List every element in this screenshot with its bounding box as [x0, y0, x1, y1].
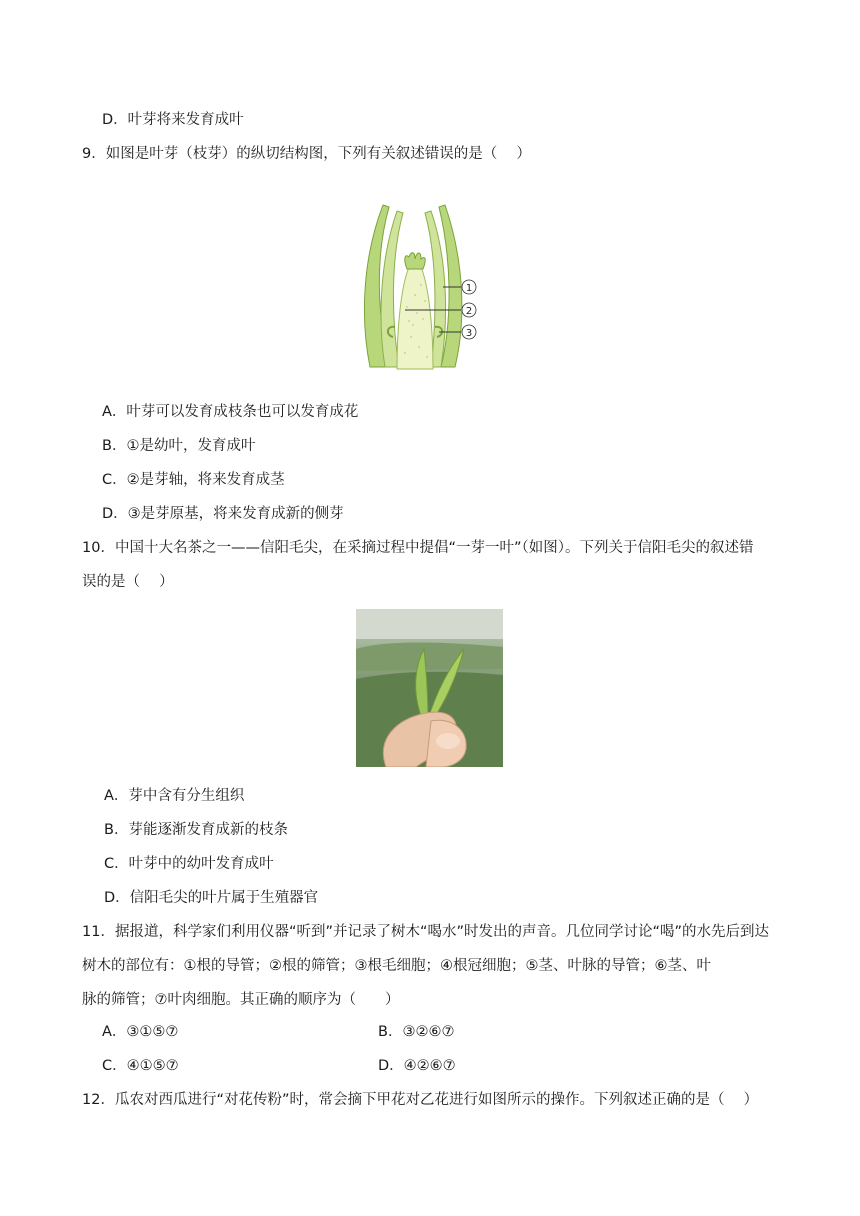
q12-stem: 12．瓜农对西瓜进行“对花传粉”时，常会摘下甲花对乙花进行如图所示的操作。下列叙述正确的是（ ） — [82, 1092, 759, 1108]
q10-stem-line1: 10．中国十大名茶之一——信阳毛尖，在采摘过程中提倡“一芽一叶”（如图）。下列关于信阳毛尖的叙述错 — [82, 540, 754, 556]
q11-stem-line3: 脉的筛管；⑦叶肉细胞。其正确的顺序为（ ） — [82, 992, 400, 1008]
q8-option-d: D．叶芽将来发育成叶 — [102, 112, 244, 128]
svg-text:2: 2 — [465, 306, 473, 317]
q11-stem-line2: 树木的部位有：①根的导管；②根的筛管；③根毛细胞；④根冠细胞；⑤茎、叶脉的导管；⑥茎、叶 — [82, 958, 711, 974]
q10-option-c: C．叶芽中的幼叶发育成叶 — [104, 856, 274, 872]
svg-text:1: 1 — [465, 283, 473, 294]
leaf-bud-diagram — [355, 197, 505, 372]
q9-option-a: A．叶芽可以发育成枝条也可以发育成花 — [102, 404, 359, 420]
q9-stem: 9．如图是叶芽（枝芽）的纵切结构图，下列有关叙述错误的是（ ） — [82, 146, 531, 162]
q10-stem-line2: 误的是（ ） — [82, 574, 174, 590]
label-2 — [462, 303, 476, 317]
q10-option-a: A．芽中含有分生组织 — [104, 788, 245, 804]
q11-stem-line1: 11．据报道，科学家们利用仪器“听到”并记录了树木“喝水”时发出的声音。几位同学讨论“喝”的水先后到达 — [82, 924, 770, 940]
q9-option-c: C．②是芽轴，将来发育成茎 — [102, 472, 285, 488]
q11-option-d: D．④②⑥⑦ — [378, 1058, 456, 1074]
q11-option-b: B．③②⑥⑦ — [378, 1024, 455, 1040]
tea-bud-photo — [356, 609, 503, 767]
label-1 — [462, 280, 476, 294]
q10-option-d: D．信阳毛尖的叶片属于生殖器官 — [104, 890, 319, 906]
tea-bud-illustration — [356, 609, 503, 767]
svg-text:3: 3 — [465, 328, 473, 339]
q11-option-a: A．③①⑤⑦ — [102, 1024, 179, 1040]
q9-option-b: B．①是幼叶，发育成叶 — [102, 438, 256, 454]
q10-option-b: B．芽能逐渐发育成新的枝条 — [104, 822, 288, 838]
q11-option-c: C．④①⑤⑦ — [102, 1058, 179, 1074]
label-3 — [462, 325, 476, 339]
q9-option-d: D．③是芽原基，将来发育成新的侧芽 — [102, 506, 344, 522]
